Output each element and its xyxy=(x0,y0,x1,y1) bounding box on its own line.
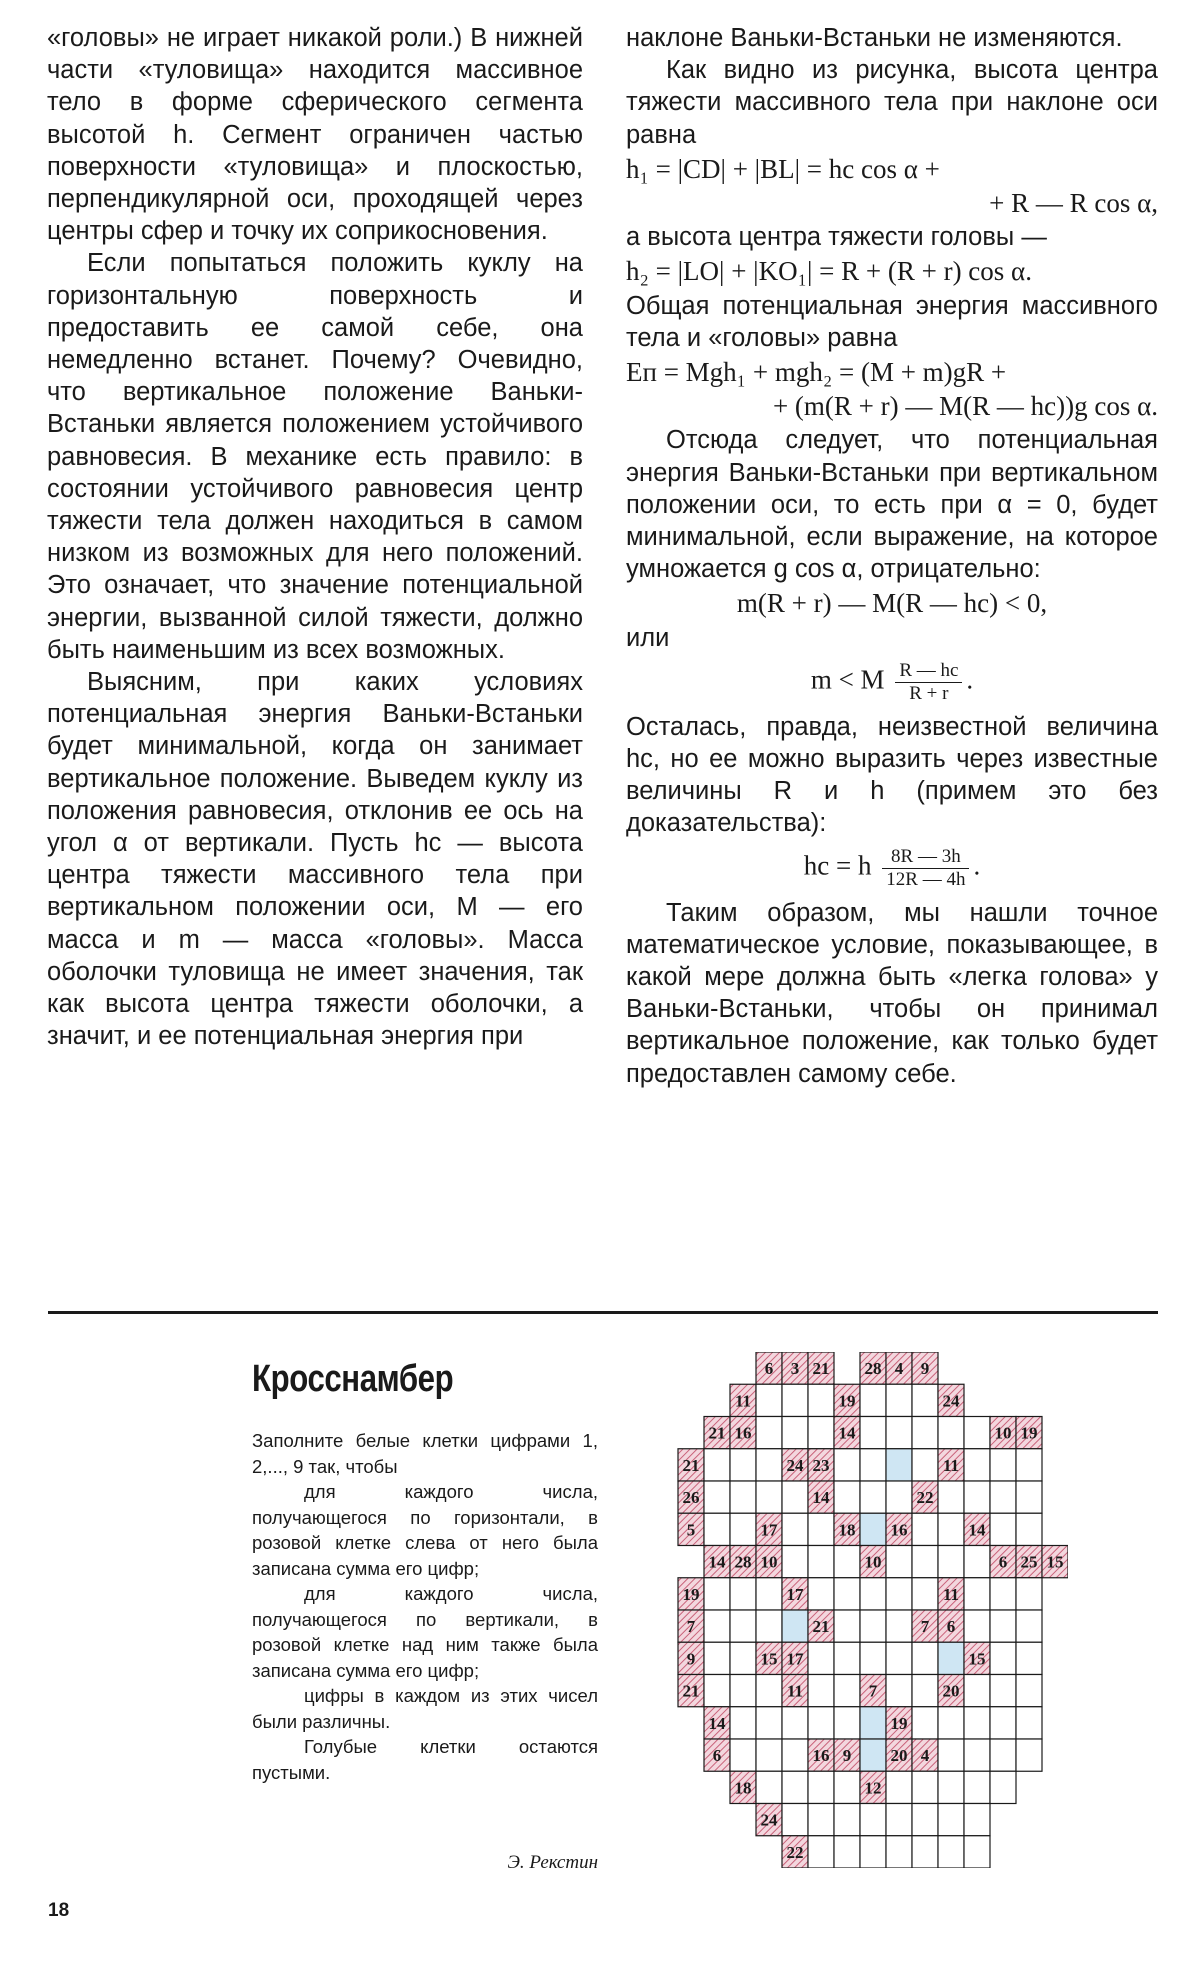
answer-cell[interactable] xyxy=(730,1610,756,1642)
clue-sum: 21 xyxy=(682,1681,700,1701)
answer-cell[interactable] xyxy=(730,1449,756,1481)
clue-sum: 15 xyxy=(760,1649,778,1669)
answer-cell[interactable] xyxy=(886,1771,912,1803)
answer-cell[interactable] xyxy=(938,1836,964,1868)
paragraph: а высота центра тяжести головы — xyxy=(626,223,1047,252)
answer-cell[interactable] xyxy=(860,1417,886,1449)
formula-inequality: m(R + r) — M(R — hc) < 0, xyxy=(736,588,1048,619)
answer-cell[interactable] xyxy=(808,1417,834,1449)
answer-cell[interactable] xyxy=(782,1739,808,1771)
answer-cell[interactable] xyxy=(730,1675,756,1707)
answer-cell[interactable] xyxy=(860,1384,886,1416)
answer-cell[interactable] xyxy=(834,1610,860,1642)
clue-sum: 22 xyxy=(916,1488,934,1508)
answer-cell[interactable] xyxy=(808,1384,834,1416)
clue-sum: 7 xyxy=(920,1617,930,1637)
answer-cell[interactable] xyxy=(938,1739,964,1771)
clue-sum: 19 xyxy=(890,1713,908,1733)
clue-sum: 12 xyxy=(864,1778,882,1798)
clue-sum: 14 xyxy=(708,1552,726,1572)
clue-sum: 24 xyxy=(760,1810,778,1830)
clue-sum: 16 xyxy=(890,1520,908,1540)
answer-cell[interactable] xyxy=(860,1804,886,1836)
clue-sum: 24 xyxy=(786,1455,804,1475)
answer-cell[interactable] xyxy=(730,1739,756,1771)
answer-cell[interactable] xyxy=(756,1384,782,1416)
answer-cell[interactable] xyxy=(704,1610,730,1642)
answer-cell[interactable] xyxy=(990,1739,1016,1771)
answer-cell[interactable] xyxy=(782,1417,808,1449)
answer-cell[interactable] xyxy=(938,1771,964,1803)
clue-sum: 19 xyxy=(682,1584,700,1604)
paragraph: Таким образом, мы нашли точное математическое условие, показывающее, в какой мере должна быть «легка голова» у Ваньки-Встаньки, чтобы он принимал вертикальное положение, как только будет предоставлен самому себе. xyxy=(626,898,1158,1088)
answer-cell[interactable] xyxy=(886,1578,912,1610)
clue-sum: 9 xyxy=(686,1649,696,1669)
answer-cell[interactable] xyxy=(808,1546,834,1578)
clue-sum: 21 xyxy=(812,1359,830,1379)
clue-sum: 23 xyxy=(812,1455,830,1475)
clue-sum: 7 xyxy=(868,1681,878,1701)
clue-sum: 20 xyxy=(942,1681,960,1701)
answer-cell[interactable] xyxy=(886,1836,912,1868)
answer-cell[interactable] xyxy=(938,1707,964,1739)
answer-cell[interactable] xyxy=(782,1546,808,1578)
fraction-denominator: 12R — 4h xyxy=(886,868,966,890)
answer-cell[interactable] xyxy=(1016,1739,1042,1771)
answer-cell[interactable] xyxy=(912,1384,938,1416)
clue-sum: 6 xyxy=(712,1746,722,1766)
formula-h1: h₁ = |CD| + |BL| = hc cos α + xyxy=(626,153,940,184)
clue-sum: 6 xyxy=(946,1617,956,1637)
clue-sum: 9 xyxy=(842,1746,852,1766)
formula-end: . xyxy=(973,850,981,881)
answer-cell[interactable] xyxy=(834,1481,860,1513)
blocked-cell xyxy=(938,1642,964,1674)
paragraph: или xyxy=(626,623,670,652)
clue-sum: 14 xyxy=(812,1488,830,1508)
answer-cell[interactable] xyxy=(990,1513,1016,1545)
clue-sum: 18 xyxy=(734,1778,752,1798)
answer-cell[interactable] xyxy=(912,1771,938,1803)
answer-cell[interactable] xyxy=(704,1578,730,1610)
clue-sum: 24 xyxy=(942,1391,960,1411)
answer-cell[interactable] xyxy=(834,1578,860,1610)
rule-text: Заполните белые клетки цифрами 1, 2,..., 9 так, чтобы xyxy=(252,1430,598,1477)
blocked-cell xyxy=(860,1513,886,1545)
fraction-numerator: 8R — 3h xyxy=(882,846,969,869)
answer-cell[interactable] xyxy=(990,1707,1016,1739)
answer-cell[interactable] xyxy=(886,1610,912,1642)
answer-cell[interactable] xyxy=(912,1417,938,1449)
clue-sum: 3 xyxy=(790,1359,800,1379)
answer-cell[interactable] xyxy=(938,1513,964,1545)
clue-sum: 25 xyxy=(1020,1552,1038,1572)
answer-cell[interactable] xyxy=(834,1707,860,1739)
answer-cell[interactable] xyxy=(964,1481,990,1513)
answer-cell[interactable] xyxy=(1016,1578,1042,1610)
clue-sum: 6 xyxy=(998,1552,1008,1572)
answer-cell[interactable] xyxy=(756,1417,782,1449)
answer-cell[interactable] xyxy=(860,1610,886,1642)
answer-cell[interactable] xyxy=(834,1449,860,1481)
clue-sum: 21 xyxy=(682,1455,700,1475)
article-left-column xyxy=(47,22,583,1053)
answer-cell[interactable] xyxy=(964,1610,990,1642)
clue-sum: 26 xyxy=(682,1488,700,1508)
answer-cell[interactable] xyxy=(912,1546,938,1578)
clue-sum: 15 xyxy=(1046,1552,1064,1572)
section-divider xyxy=(48,1311,1158,1314)
fraction xyxy=(882,846,969,891)
answer-cell[interactable] xyxy=(886,1417,912,1449)
formula-lhs: m < M xyxy=(810,664,885,695)
answer-cell[interactable] xyxy=(912,1449,938,1481)
page-number: 18 xyxy=(48,1900,70,1921)
answer-cell[interactable] xyxy=(834,1804,860,1836)
answer-cell[interactable] xyxy=(886,1481,912,1513)
paragraph: Выясним, при каких условиях потенциальная энергия Ваньки-Встаньки будет минимальной, когда он занимает вертикальное положение. Выведем куклу из положения равновесия, отклонив ее ось на угол α от вертикали. Пусть hc — высота центра тяжести массивного тела при вертикальном положении оси, M — его масса и m — масса «головы». Масса оболочки туловища не имеет значения, так как высота центра тяжести оболочки, а значит, и ее потенциальная энергия при xyxy=(47,668,583,1051)
answer-cell[interactable] xyxy=(756,1707,782,1739)
answer-cell[interactable] xyxy=(756,1771,782,1803)
answer-cell[interactable] xyxy=(990,1675,1016,1707)
answer-cell[interactable] xyxy=(990,1449,1016,1481)
formula-condition xyxy=(626,660,1158,705)
answer-cell[interactable] xyxy=(834,1642,860,1674)
crossnumber-title: Кросснамбер xyxy=(252,1358,454,1400)
answer-cell[interactable] xyxy=(938,1804,964,1836)
answer-cell[interactable] xyxy=(886,1675,912,1707)
answer-cell[interactable] xyxy=(990,1642,1016,1674)
blocked-cell xyxy=(860,1739,886,1771)
clue-sum: 19 xyxy=(1020,1423,1038,1443)
clue-sum: 20 xyxy=(890,1746,908,1766)
answer-cell[interactable] xyxy=(886,1804,912,1836)
blocked-cell xyxy=(886,1449,912,1481)
clue-sum: 11 xyxy=(942,1455,960,1475)
answer-cell[interactable] xyxy=(964,1836,990,1868)
clue-sum: 21 xyxy=(708,1423,726,1443)
clue-sum: 28 xyxy=(734,1552,752,1572)
answer-cell[interactable] xyxy=(990,1771,1016,1803)
answer-cell[interactable] xyxy=(964,1771,990,1803)
formula-energy: Eп = Mgh₁ + mgh₂ = (M + m)gR + xyxy=(626,357,1007,388)
clue-sum: 28 xyxy=(864,1359,882,1379)
blocked-cell xyxy=(782,1610,808,1642)
answer-cell[interactable] xyxy=(938,1546,964,1578)
answer-cell[interactable] xyxy=(886,1642,912,1674)
answer-cell[interactable] xyxy=(704,1513,730,1545)
answer-cell[interactable] xyxy=(782,1513,808,1545)
clue-sum: 10 xyxy=(760,1552,778,1572)
answer-cell[interactable] xyxy=(964,1675,990,1707)
answer-cell[interactable] xyxy=(860,1642,886,1674)
clue-sum: 18 xyxy=(838,1520,856,1540)
clue-sum: 17 xyxy=(786,1584,804,1604)
answer-cell[interactable] xyxy=(704,1449,730,1481)
answer-cell[interactable] xyxy=(860,1836,886,1868)
answer-cell[interactable] xyxy=(912,1513,938,1545)
answer-cell[interactable] xyxy=(808,1771,834,1803)
clue-sum: 17 xyxy=(760,1520,778,1540)
answer-cell[interactable] xyxy=(756,1610,782,1642)
answer-cell[interactable] xyxy=(834,1546,860,1578)
answer-cell[interactable] xyxy=(1016,1610,1042,1642)
clue-sum: 15 xyxy=(968,1649,986,1669)
clue-sum: 17 xyxy=(786,1649,804,1669)
answer-cell[interactable] xyxy=(756,1449,782,1481)
answer-cell[interactable] xyxy=(808,1642,834,1674)
answer-cell[interactable] xyxy=(912,1707,938,1739)
answer-cell[interactable] xyxy=(1016,1642,1042,1674)
answer-cell[interactable] xyxy=(886,1546,912,1578)
answer-cell[interactable] xyxy=(912,1642,938,1674)
paragraph: Как видно из рисунка, высота центра тяжести массивного тела при наклоне оси равна xyxy=(626,56,1158,149)
rule-text: для каждого числа, получающегося по вертикали, в розовой клетке над ним также была записана сумма его цифр; xyxy=(252,1583,598,1681)
answer-cell[interactable] xyxy=(834,1675,860,1707)
answer-cell[interactable] xyxy=(860,1481,886,1513)
formula-energy-cont: + (m(R + r) — M(R — hc))g cos α. xyxy=(772,391,1158,422)
clue-sum: 10 xyxy=(864,1552,882,1572)
answer-cell[interactable] xyxy=(912,1804,938,1836)
clue-sum: 22 xyxy=(786,1842,804,1862)
article-right-column xyxy=(626,22,1158,1090)
clue-sum: 14 xyxy=(838,1423,856,1443)
answer-cell[interactable] xyxy=(808,1707,834,1739)
clue-sum: 16 xyxy=(734,1423,752,1443)
clue-sum: 7 xyxy=(686,1617,696,1637)
rule-text: Голубые клетки остаются пустыми. xyxy=(252,1736,598,1783)
clue-sum: 4 xyxy=(894,1359,904,1379)
answer-cell[interactable] xyxy=(782,1771,808,1803)
formula-hc xyxy=(626,846,1158,891)
fraction-denominator: R + r xyxy=(909,682,949,704)
paragraph: наклоне Ваньки-Встаньки не изменяются. xyxy=(626,24,1123,52)
clue-sum: 11 xyxy=(942,1584,960,1604)
answer-cell[interactable] xyxy=(782,1707,808,1739)
clue-sum: 19 xyxy=(838,1391,856,1411)
answer-cell[interactable] xyxy=(808,1675,834,1707)
answer-cell[interactable] xyxy=(756,1481,782,1513)
answer-cell[interactable] xyxy=(756,1675,782,1707)
answer-cell[interactable] xyxy=(756,1578,782,1610)
answer-cell[interactable] xyxy=(808,1578,834,1610)
crossnumber-rules xyxy=(252,1428,598,1785)
answer-cell[interactable] xyxy=(808,1836,834,1868)
clue-sum: 11 xyxy=(786,1681,804,1701)
clue-sum: 16 xyxy=(812,1746,830,1766)
answer-cell[interactable] xyxy=(834,1771,860,1803)
answer-cell[interactable] xyxy=(990,1610,1016,1642)
clue-sum: 6 xyxy=(764,1359,774,1379)
formula-h1-cont: + R — R cos α, xyxy=(989,188,1158,219)
formula-lhs: hc = h xyxy=(803,850,872,881)
formula-end: . xyxy=(966,664,974,695)
answer-cell[interactable] xyxy=(912,1578,938,1610)
answer-cell[interactable] xyxy=(704,1675,730,1707)
clue-sum: 10 xyxy=(994,1423,1012,1443)
answer-cell[interactable] xyxy=(756,1739,782,1771)
answer-cell[interactable] xyxy=(730,1642,756,1674)
answer-cell[interactable] xyxy=(730,1578,756,1610)
answer-cell[interactable] xyxy=(1016,1449,1042,1481)
paragraph: Отсюда следует, что потенциальная энергия Ваньки-Встаньки при вертикальном положении оси, то есть при α = 0, будет минимальной, если выражение, на которое умножается g cos α, отрицательно: xyxy=(626,426,1158,584)
answer-cell[interactable] xyxy=(782,1481,808,1513)
answer-cell[interactable] xyxy=(1016,1707,1042,1739)
clue-sum: 4 xyxy=(920,1746,930,1766)
answer-cell[interactable] xyxy=(860,1449,886,1481)
answer-cell[interactable] xyxy=(860,1578,886,1610)
blocked-cell xyxy=(860,1707,886,1739)
answer-cell[interactable] xyxy=(964,1417,990,1449)
answer-cell[interactable] xyxy=(704,1481,730,1513)
clue-sum: 14 xyxy=(708,1713,726,1733)
answer-cell[interactable] xyxy=(782,1804,808,1836)
formula-h2: h₂ = |LO| + |KO₁| = R + (R + r) cos α. xyxy=(626,256,1032,287)
answer-cell[interactable] xyxy=(886,1384,912,1416)
rule-text: для каждого числа, получающегося по горизонтали, в розовой клетке слева от него была записана сумма его цифр; xyxy=(252,1481,598,1579)
paragraph: Общая потенциальная энергия массивного тела и «головы» равна xyxy=(626,291,1158,352)
clue-sum: 14 xyxy=(968,1520,986,1540)
answer-cell[interactable] xyxy=(964,1546,990,1578)
answer-cell[interactable] xyxy=(938,1417,964,1449)
answer-cell[interactable] xyxy=(990,1578,1016,1610)
answer-cell[interactable] xyxy=(912,1836,938,1868)
clue-sum: 21 xyxy=(812,1617,830,1637)
answer-cell[interactable] xyxy=(912,1675,938,1707)
answer-cell[interactable] xyxy=(730,1481,756,1513)
answer-cell[interactable] xyxy=(808,1804,834,1836)
answer-cell[interactable] xyxy=(964,1707,990,1739)
answer-cell[interactable] xyxy=(730,1513,756,1545)
clue-sum: 11 xyxy=(734,1391,752,1411)
paragraph: Осталась, правда, неизвестной величина hc, но ее можно выразить через известные величины R и h (примем это без доказательства): xyxy=(626,712,1158,838)
answer-cell[interactable] xyxy=(782,1384,808,1416)
answer-cell[interactable] xyxy=(964,1578,990,1610)
answer-cell[interactable] xyxy=(964,1739,990,1771)
clue-sum: 5 xyxy=(686,1520,696,1540)
answer-cell[interactable] xyxy=(1016,1675,1042,1707)
answer-cell[interactable] xyxy=(808,1513,834,1545)
clue-sum: 9 xyxy=(920,1359,930,1379)
answer-cell[interactable] xyxy=(834,1836,860,1868)
fraction-numerator: R — hc xyxy=(895,660,962,683)
paragraph: Если попытаться положить куклу на горизонтальную поверхность и предоставить ее самой себе, она немедленно встанет. Почему? Очевидно, что вертикальное положение Ваньки-Встаньки является положением устойчивого равновесия. В механике есть правило: в состоянии устойчивого равновесия центр тяжести тела должен находиться в самом низком из возможных для него положений. Это означает, что значение потенциальной энергии, вызванной силой тяжести, должно быть наименьшим из всех возможных. xyxy=(47,249,583,664)
fraction xyxy=(895,660,962,705)
answer-cell[interactable] xyxy=(730,1707,756,1739)
paragraph: «головы» не играет никакой роли.) В нижней части «туловища» находится массивное тело в форме сферического сегмента высотой h. Сегмент ограничен частью поверхности «туловища» и плоскостью, перпендикулярной оси, проходящей через центры сфер и точку их соприкосновения. xyxy=(47,24,583,246)
rule-text: цифры в каждом из этих чисел были различны. xyxy=(252,1685,598,1732)
crossnumber-grid xyxy=(652,1352,1068,1868)
answer-cell[interactable] xyxy=(704,1642,730,1674)
author: Э. Рекстин xyxy=(507,1852,598,1873)
answer-cell[interactable] xyxy=(1016,1513,1042,1545)
answer-cell[interactable] xyxy=(964,1804,990,1836)
answer-cell[interactable] xyxy=(964,1449,990,1481)
answer-cell[interactable] xyxy=(990,1481,1016,1513)
answer-cell[interactable] xyxy=(1016,1481,1042,1513)
answer-cell[interactable] xyxy=(938,1481,964,1513)
